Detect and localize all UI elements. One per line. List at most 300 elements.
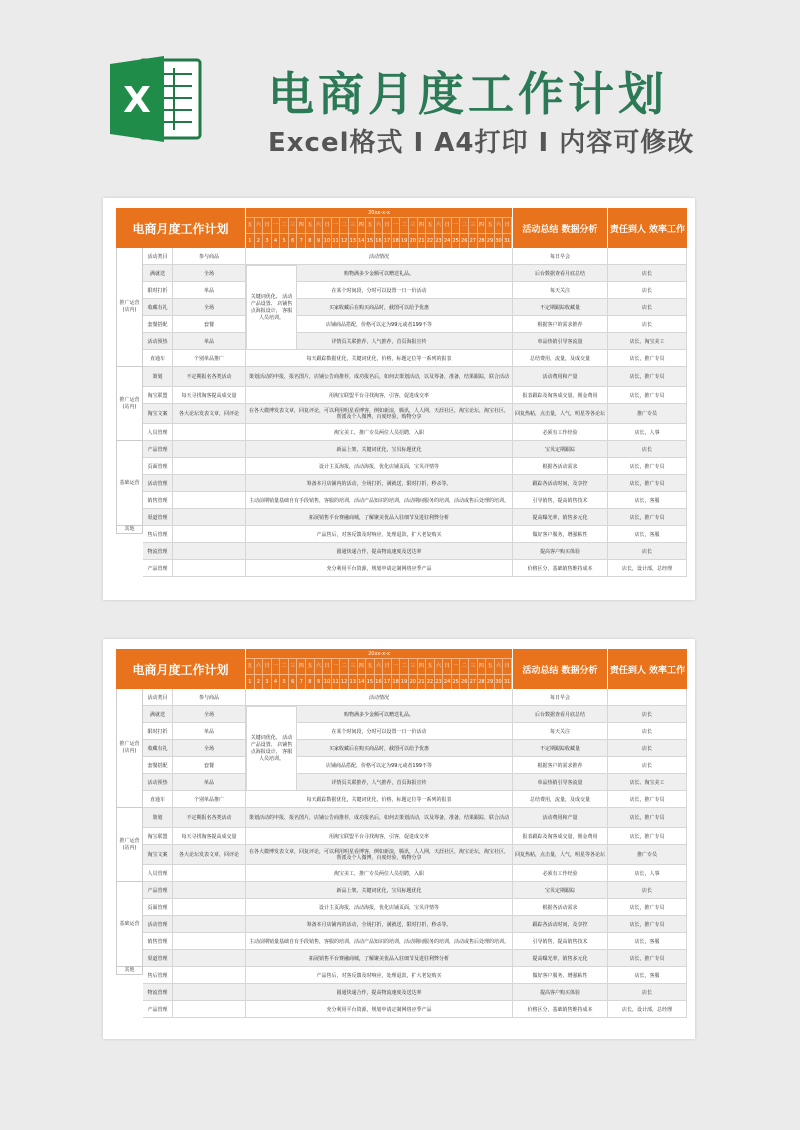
row-description: 充分利用平台资源，规划申请定制网络应季产品 bbox=[246, 560, 513, 576]
weekday-cell: 五 bbox=[366, 218, 375, 233]
row-name: 收藏有礼 bbox=[143, 740, 173, 756]
row-description: 策划活动的申报，报名图片，店铺公告商推荐，成功报名后，如何去策划活动，以及筹备，准备，结果跟踪，联合活动 bbox=[246, 808, 513, 827]
row-summary: 引导销售，提高销售技术 bbox=[513, 933, 608, 949]
day-cell: 1 bbox=[246, 233, 255, 248]
day-cell: 13 bbox=[349, 233, 358, 248]
row-name: 淘宝文案 bbox=[143, 404, 173, 423]
day-cell: 26 bbox=[460, 674, 469, 689]
day-cell: 6 bbox=[289, 674, 298, 689]
group-label: 其他 bbox=[116, 967, 143, 975]
row-name: 直通车 bbox=[143, 791, 173, 807]
row-name: 渠道管理 bbox=[143, 509, 173, 525]
day-cell: 22 bbox=[426, 233, 435, 248]
table-row bbox=[143, 458, 687, 475]
weekday-cell: 六 bbox=[255, 659, 264, 674]
row-description: 在各大微博发表文章，回复评论，可以利用明星看博客，例如新浪，腾讯，人人网，天涯社区，淘宝论坛，淘宝社区，帮派及个人微博，百度经验，购物分享 bbox=[246, 404, 513, 423]
row-owner: 店长 bbox=[608, 316, 687, 332]
row-summary: 报表跟踪及淘客成交量，佣金费用 bbox=[513, 828, 608, 844]
day-row bbox=[246, 233, 512, 248]
group-label: 推广运营(站内) bbox=[116, 367, 143, 441]
day-cell: 7 bbox=[297, 233, 306, 248]
row-name: 淘宝联盟 bbox=[143, 387, 173, 403]
group-label: 其他 bbox=[116, 526, 143, 534]
day-cell: 31 bbox=[503, 674, 512, 689]
row-owner: 店长，推广专员 bbox=[608, 950, 687, 966]
row-name: 产品管理 bbox=[143, 560, 173, 576]
row-owner: 推广专员 bbox=[608, 404, 687, 423]
row-owner: 店长，客服 bbox=[608, 526, 687, 542]
weekday-cell: 三 bbox=[349, 659, 358, 674]
weekday-cell: 五 bbox=[246, 218, 255, 233]
sheet-header bbox=[116, 208, 687, 248]
day-cell: 5 bbox=[280, 674, 289, 689]
date-header bbox=[246, 208, 513, 248]
row-owner: 店长，推广专员 bbox=[608, 458, 687, 474]
weekday-cell: 日 bbox=[443, 218, 452, 233]
table-row bbox=[143, 774, 687, 791]
banner-title: 电商月度工作计划 bbox=[268, 67, 668, 121]
day-cell: 28 bbox=[478, 233, 487, 248]
row-summary: 每日早会 bbox=[513, 689, 608, 705]
row-owner: 店长，推广专员 bbox=[608, 475, 687, 491]
row-description: 新品上架，关键词优化，宝贝标题优化 bbox=[246, 882, 513, 898]
table-row bbox=[143, 282, 687, 299]
row-description: 圆通快递合作，提高物流速度及送达率 bbox=[246, 984, 513, 1000]
day-cell: 3 bbox=[263, 674, 272, 689]
row-summary: 根据客户的需求推荐 bbox=[513, 757, 608, 773]
weekday-cell: 一 bbox=[332, 659, 341, 674]
day-cell: 16 bbox=[375, 233, 384, 248]
row-item: 不定期报名各类活动 bbox=[173, 367, 246, 386]
weekday-cell: 一 bbox=[392, 218, 401, 233]
table-row bbox=[143, 828, 687, 845]
row-owner: 店长，推广专员 bbox=[608, 916, 687, 932]
row-item bbox=[173, 441, 246, 457]
weekday-cell: 四 bbox=[418, 218, 427, 233]
row-name: 活动管理 bbox=[143, 475, 173, 491]
row-summary: 活动费用和产量 bbox=[513, 808, 608, 827]
table-row bbox=[143, 689, 687, 706]
row-description: 拓展销售平台赛融商城，了解聚美优品入驻细节及进驻利弊分析 bbox=[246, 950, 513, 966]
weekday-cell: 三 bbox=[289, 218, 298, 233]
weekday-cell: 一 bbox=[332, 218, 341, 233]
row-summary: 根据各活动需求 bbox=[513, 458, 608, 474]
row-description: 拓展销售平台赛融商城，了解聚美优品入驻细节及进驻利弊分析 bbox=[246, 509, 513, 525]
row-item bbox=[173, 865, 246, 881]
weekday-cell: 五 bbox=[486, 218, 495, 233]
row-item bbox=[173, 424, 246, 440]
day-cell: 25 bbox=[452, 674, 461, 689]
day-cell: 7 bbox=[297, 674, 306, 689]
row-summary: 跟踪各活动时间，及享控 bbox=[513, 475, 608, 491]
row-owner: 店长，设计部，总经理 bbox=[608, 560, 687, 576]
row-description: 筹备本月店铺内的活动，全场打折，满就送，限时打折，秒杀等。 bbox=[246, 475, 513, 491]
day-cell: 13 bbox=[349, 674, 358, 689]
row-summary: 必须有工作经验 bbox=[513, 865, 608, 881]
weekday-cell: 一 bbox=[272, 659, 281, 674]
row-description: 每天跟踪数据优化，关键词优化，价格，标题定位等一系列的报表 bbox=[246, 791, 513, 807]
row-summary: 总结费用，流量，及成交量 bbox=[513, 791, 608, 807]
weekday-cell: 日 bbox=[263, 218, 272, 233]
sheet-title: 电商月度工作计划 bbox=[116, 208, 246, 248]
sheet-body bbox=[116, 689, 687, 1027]
row-item bbox=[173, 509, 246, 525]
day-cell: 30 bbox=[495, 674, 504, 689]
row-summary: 必须有工作经验 bbox=[513, 424, 608, 440]
group-label: 基础运营 bbox=[116, 441, 143, 526]
table-row bbox=[143, 808, 687, 828]
row-summary: 价格区分，基础销售维持成本 bbox=[513, 1001, 608, 1017]
excel-icon bbox=[106, 50, 204, 148]
table-row bbox=[143, 560, 687, 577]
day-cell: 25 bbox=[452, 233, 461, 248]
day-cell: 24 bbox=[443, 233, 452, 248]
row-name: 活动预热 bbox=[143, 333, 173, 349]
row-owner: 店长 bbox=[608, 441, 687, 457]
day-cell: 9 bbox=[315, 233, 324, 248]
row-owner: 店长、淘宝美工 bbox=[608, 333, 687, 349]
table-row bbox=[143, 845, 687, 865]
row-item: 参与商品 bbox=[173, 689, 246, 705]
weekday-cell: 六 bbox=[315, 218, 324, 233]
owner-header: 责任到人 效率工作 bbox=[609, 665, 686, 676]
row-owner: 店长 bbox=[608, 882, 687, 898]
row-summary: 根据各活动需求 bbox=[513, 899, 608, 915]
day-cell: 16 bbox=[375, 674, 384, 689]
row-description: 主动前期销量基础自有手段销售，客服的培训，活动产品知识的培训，活动期间服务的培训，活动或售后处理的培训。 bbox=[246, 492, 513, 508]
month-label: 20xx-x-x bbox=[246, 208, 512, 218]
weekday-cell: 二 bbox=[280, 659, 289, 674]
row-owner: 店长，客服 bbox=[608, 933, 687, 949]
table-row bbox=[143, 475, 687, 492]
row-summary: 提高曝光率，销售多元化 bbox=[513, 950, 608, 966]
owner-header: 责任到人 效率工作 bbox=[609, 224, 686, 235]
group-label: 推广运营(站内) bbox=[116, 808, 143, 882]
row-name: 活动管理 bbox=[143, 916, 173, 932]
row-description: 详情页关联推荐，人气推荐，首页海报宣传 bbox=[246, 774, 513, 790]
row-item: 套餐 bbox=[173, 757, 246, 773]
row-owner: 店长 bbox=[608, 984, 687, 1000]
row-summary: 宝贝定期跟踪 bbox=[513, 882, 608, 898]
row-summary: 根据客户的需求推荐 bbox=[513, 316, 608, 332]
table-row bbox=[143, 740, 687, 757]
row-description: 活动情况 bbox=[246, 248, 513, 264]
weekday-cell: 四 bbox=[297, 659, 306, 674]
row-owner: 店长，人事 bbox=[608, 865, 687, 881]
row-item bbox=[173, 492, 246, 508]
table-row bbox=[143, 899, 687, 916]
table-row bbox=[143, 984, 687, 1001]
row-summary: 宝贝定期跟踪 bbox=[513, 441, 608, 457]
row-summary: 引导销售，提高销售技术 bbox=[513, 492, 608, 508]
row-description: 活动情况 bbox=[246, 689, 513, 705]
weekday-cell: 三 bbox=[409, 218, 418, 233]
row-name: 页面管理 bbox=[143, 899, 173, 915]
row-owner: 店长 bbox=[608, 706, 687, 722]
row-owner: 店长，推广专员 bbox=[608, 828, 687, 844]
day-cell: 14 bbox=[358, 674, 367, 689]
table-row bbox=[143, 333, 687, 350]
weekday-cell: 日 bbox=[323, 659, 332, 674]
day-cell: 17 bbox=[383, 674, 392, 689]
day-cell: 17 bbox=[383, 233, 392, 248]
row-owner: 店长，推广专员 bbox=[608, 899, 687, 915]
day-cell: 12 bbox=[340, 233, 349, 248]
merged-note-cell: 关键词优化、 活动产品设置、 店铺售点海报设计， 客服人员培训。 bbox=[246, 706, 297, 791]
row-description: 用淘宝联盟平台寻找淘客，引客，促进成交率 bbox=[246, 828, 513, 844]
day-cell: 21 bbox=[418, 233, 427, 248]
day-cell: 28 bbox=[478, 674, 487, 689]
day-cell: 27 bbox=[469, 674, 478, 689]
weekday-cell: 三 bbox=[289, 659, 298, 674]
row-description: 设计主页海报，活动海报，优化店铺页面，宝贝详情等 bbox=[246, 899, 513, 915]
row-owner: 店长 bbox=[608, 723, 687, 739]
row-description: 产品售后，对客反馈及时响应，处理退款，扩大老复购买 bbox=[246, 526, 513, 542]
row-name: 策划 bbox=[143, 808, 173, 827]
day-cell: 26 bbox=[460, 233, 469, 248]
day-cell: 29 bbox=[486, 674, 495, 689]
weekday-cell: 日 bbox=[443, 659, 452, 674]
table-row bbox=[143, 757, 687, 774]
row-summary: 回复热帖，点击量，人气，明星等各论坛 bbox=[513, 404, 608, 423]
day-cell: 15 bbox=[366, 674, 375, 689]
row-summary: 提高客户购买体验 bbox=[513, 984, 608, 1000]
weekday-cell: 一 bbox=[392, 659, 401, 674]
table-row bbox=[143, 916, 687, 933]
day-cell: 24 bbox=[443, 674, 452, 689]
weekday-cell: 三 bbox=[349, 218, 358, 233]
row-name: 策划 bbox=[143, 367, 173, 386]
weekday-cell: 四 bbox=[358, 659, 367, 674]
table-row bbox=[143, 950, 687, 967]
day-row bbox=[246, 674, 512, 689]
sheet-preview-2 bbox=[103, 639, 695, 1039]
row-item: 个别单品推广 bbox=[173, 791, 246, 807]
table-row bbox=[143, 367, 687, 387]
table-row bbox=[143, 387, 687, 404]
weekday-cell: 六 bbox=[375, 659, 384, 674]
logo-letter: X bbox=[123, 80, 151, 121]
day-cell: 23 bbox=[435, 233, 444, 248]
row-name: 物流管理 bbox=[143, 984, 173, 1000]
table-row bbox=[143, 865, 687, 882]
row-item bbox=[173, 967, 246, 983]
row-summary: 活动费用和产量 bbox=[513, 367, 608, 386]
row-item: 全场 bbox=[173, 740, 246, 756]
weekday-cell: 一 bbox=[452, 659, 461, 674]
table-row bbox=[143, 350, 687, 367]
day-cell: 18 bbox=[392, 233, 401, 248]
weekday-cell: 六 bbox=[375, 218, 384, 233]
weekday-cell: 四 bbox=[478, 659, 487, 674]
day-cell: 3 bbox=[263, 233, 272, 248]
weekday-cell: 五 bbox=[486, 659, 495, 674]
row-item: 单品 bbox=[173, 774, 246, 790]
table-row bbox=[143, 248, 687, 265]
row-summary: 提高曝光率，销售多元化 bbox=[513, 509, 608, 525]
row-item: 单品 bbox=[173, 723, 246, 739]
row-summary: 单品热销引导客流量 bbox=[513, 333, 608, 349]
weekday-cell: 五 bbox=[426, 659, 435, 674]
row-item bbox=[173, 458, 246, 474]
weekday-cell: 三 bbox=[409, 659, 418, 674]
weekday-cell: 二 bbox=[340, 659, 349, 674]
day-cell: 21 bbox=[418, 674, 427, 689]
row-name: 限时打折 bbox=[143, 282, 173, 298]
row-description: 在某个时间段，分时可以设置一日一价活动 bbox=[246, 282, 513, 298]
row-owner: 店长，设计部，总经理 bbox=[608, 1001, 687, 1017]
row-item: 每天寻找淘客提高成交量 bbox=[173, 387, 246, 403]
table-row bbox=[143, 706, 687, 723]
row-owner: 店长，推广专员 bbox=[608, 367, 687, 386]
weekday-cell: 四 bbox=[297, 218, 306, 233]
day-cell: 1 bbox=[246, 674, 255, 689]
group-label: 基础运营 bbox=[116, 882, 143, 967]
row-description: 买家收藏后在购买商品时，截图可以给予优惠 bbox=[246, 299, 513, 315]
row-item bbox=[173, 543, 246, 559]
row-name: 淘宝文案 bbox=[143, 845, 173, 864]
sheet-header bbox=[116, 649, 687, 689]
row-item: 套餐 bbox=[173, 316, 246, 332]
day-cell: 27 bbox=[469, 233, 478, 248]
row-item bbox=[173, 882, 246, 898]
row-name: 人员管理 bbox=[143, 865, 173, 881]
row-name: 淘宝联盟 bbox=[143, 828, 173, 844]
table-row bbox=[143, 967, 687, 984]
row-name: 活动类目 bbox=[143, 689, 173, 705]
table-row bbox=[143, 404, 687, 424]
row-item: 各大论坛发表文章，回评论 bbox=[173, 845, 246, 864]
row-description: 圆通快递合作，提高物流速度及送达率 bbox=[246, 543, 513, 559]
weekday-cell: 日 bbox=[323, 218, 332, 233]
day-cell: 23 bbox=[435, 674, 444, 689]
row-summary: 总结费用，流量，及成交量 bbox=[513, 350, 608, 366]
row-item: 全场 bbox=[173, 706, 246, 722]
row-item: 每天寻找淘客提高成交量 bbox=[173, 828, 246, 844]
row-description: 店铺商品搭配，价格可以定为99元或者199不等 bbox=[246, 757, 513, 773]
banner bbox=[0, 0, 800, 195]
weekday-cell: 日 bbox=[503, 218, 512, 233]
weekday-cell: 日 bbox=[263, 659, 272, 674]
row-description: 每天跟踪数据优化，关键词优化，价格，标题定位等一系列的报表 bbox=[246, 350, 513, 366]
weekday-cell: 六 bbox=[435, 659, 444, 674]
day-cell: 15 bbox=[366, 233, 375, 248]
day-cell: 11 bbox=[332, 233, 341, 248]
weekday-cell: 二 bbox=[280, 218, 289, 233]
weekday-row bbox=[246, 218, 512, 233]
table-row bbox=[143, 265, 687, 282]
row-item bbox=[173, 1001, 246, 1017]
weekday-cell: 五 bbox=[426, 218, 435, 233]
row-description: 新品上架，关键词优化，宝贝标题优化 bbox=[246, 441, 513, 457]
row-item bbox=[173, 526, 246, 542]
row-name: 售后管理 bbox=[143, 967, 173, 983]
day-cell: 30 bbox=[495, 233, 504, 248]
weekday-cell: 二 bbox=[460, 218, 469, 233]
day-cell: 29 bbox=[486, 233, 495, 248]
table-row bbox=[143, 299, 687, 316]
row-item bbox=[173, 560, 246, 576]
day-cell: 9 bbox=[315, 674, 324, 689]
row-owner: 店长 bbox=[608, 740, 687, 756]
day-cell: 14 bbox=[358, 233, 367, 248]
table-row bbox=[143, 933, 687, 950]
weekday-cell: 六 bbox=[495, 659, 504, 674]
weekday-cell: 四 bbox=[418, 659, 427, 674]
weekday-cell: 六 bbox=[495, 218, 504, 233]
day-cell: 8 bbox=[306, 674, 315, 689]
weekday-cell: 五 bbox=[306, 659, 315, 674]
summary-header: 活动总结 数据分析 bbox=[513, 208, 608, 248]
weekday-cell: 一 bbox=[272, 218, 281, 233]
day-cell: 19 bbox=[400, 674, 409, 689]
row-item bbox=[173, 933, 246, 949]
day-cell: 5 bbox=[280, 233, 289, 248]
row-description: 策划活动的申报，报名图片，店铺公告商推荐，成功报名后，如何去策划活动，以及筹备，准备，结果跟踪，联合活动 bbox=[246, 367, 513, 386]
row-name: 满就送 bbox=[143, 265, 173, 281]
weekday-cell: 五 bbox=[306, 218, 315, 233]
row-name: 活动类目 bbox=[143, 248, 173, 264]
weekday-cell: 四 bbox=[358, 218, 367, 233]
row-name: 物流管理 bbox=[143, 543, 173, 559]
day-cell: 8 bbox=[306, 233, 315, 248]
row-description: 购物满多少金额可以赠送礼品。 bbox=[246, 265, 513, 281]
row-owner: 店长 bbox=[608, 265, 687, 281]
row-item bbox=[173, 984, 246, 1000]
row-description: 充分利用平台资源，规划申请定制网络应季产品 bbox=[246, 1001, 513, 1017]
weekday-row bbox=[246, 659, 512, 674]
table-row bbox=[143, 441, 687, 458]
row-owner: 店长，推广专员 bbox=[608, 387, 687, 403]
row-description: 产品售后，对客反馈及时响应，处理退款，扩大老复购买 bbox=[246, 967, 513, 983]
row-item: 不定期报名各类活动 bbox=[173, 808, 246, 827]
row-item: 单品 bbox=[173, 282, 246, 298]
row-name: 收藏有礼 bbox=[143, 299, 173, 315]
row-name: 直通车 bbox=[143, 350, 173, 366]
day-cell: 2 bbox=[255, 674, 264, 689]
table-row bbox=[143, 492, 687, 509]
row-owner bbox=[608, 689, 687, 705]
row-item: 全场 bbox=[173, 299, 246, 315]
row-name: 满就送 bbox=[143, 706, 173, 722]
row-description: 用淘宝联盟平台寻找淘客，引客，促进成交率 bbox=[246, 387, 513, 403]
day-cell: 6 bbox=[289, 233, 298, 248]
table-row bbox=[143, 1001, 687, 1018]
row-item bbox=[173, 916, 246, 932]
row-name: 套餐搭配 bbox=[143, 316, 173, 332]
row-name: 产品管理 bbox=[143, 1001, 173, 1017]
row-owner: 店长、淘宝美工 bbox=[608, 774, 687, 790]
row-description: 在各大微博发表文章，回复评论，可以利用明星看博客，例如新浪，腾讯，人人网，天涯社区，淘宝论坛，淘宝社区，帮派及个人微博，百度经验，购物分享 bbox=[246, 845, 513, 864]
row-name: 人员管理 bbox=[143, 424, 173, 440]
weekday-cell: 一 bbox=[452, 218, 461, 233]
row-owner: 店长 bbox=[608, 282, 687, 298]
weekday-cell: 三 bbox=[469, 218, 478, 233]
group-label: 推广运营(店内) bbox=[116, 248, 143, 367]
day-cell: 4 bbox=[272, 233, 281, 248]
row-summary: 不定期跟踪收藏量 bbox=[513, 299, 608, 315]
row-owner: 店长 bbox=[608, 299, 687, 315]
banner-subtitle: Excel格式 I A4打印 I 内容可修改 bbox=[268, 128, 695, 158]
row-description: 淘宝美工，推广专员两位人员招聘，入职 bbox=[246, 865, 513, 881]
row-owner: 店长，客服 bbox=[608, 492, 687, 508]
table-row bbox=[143, 424, 687, 441]
weekday-cell: 日 bbox=[503, 659, 512, 674]
row-description: 买家收藏后在购买商品时，截图可以给予优惠 bbox=[246, 740, 513, 756]
day-cell: 19 bbox=[400, 233, 409, 248]
row-item: 单品 bbox=[173, 333, 246, 349]
row-summary: 每天关注 bbox=[513, 723, 608, 739]
